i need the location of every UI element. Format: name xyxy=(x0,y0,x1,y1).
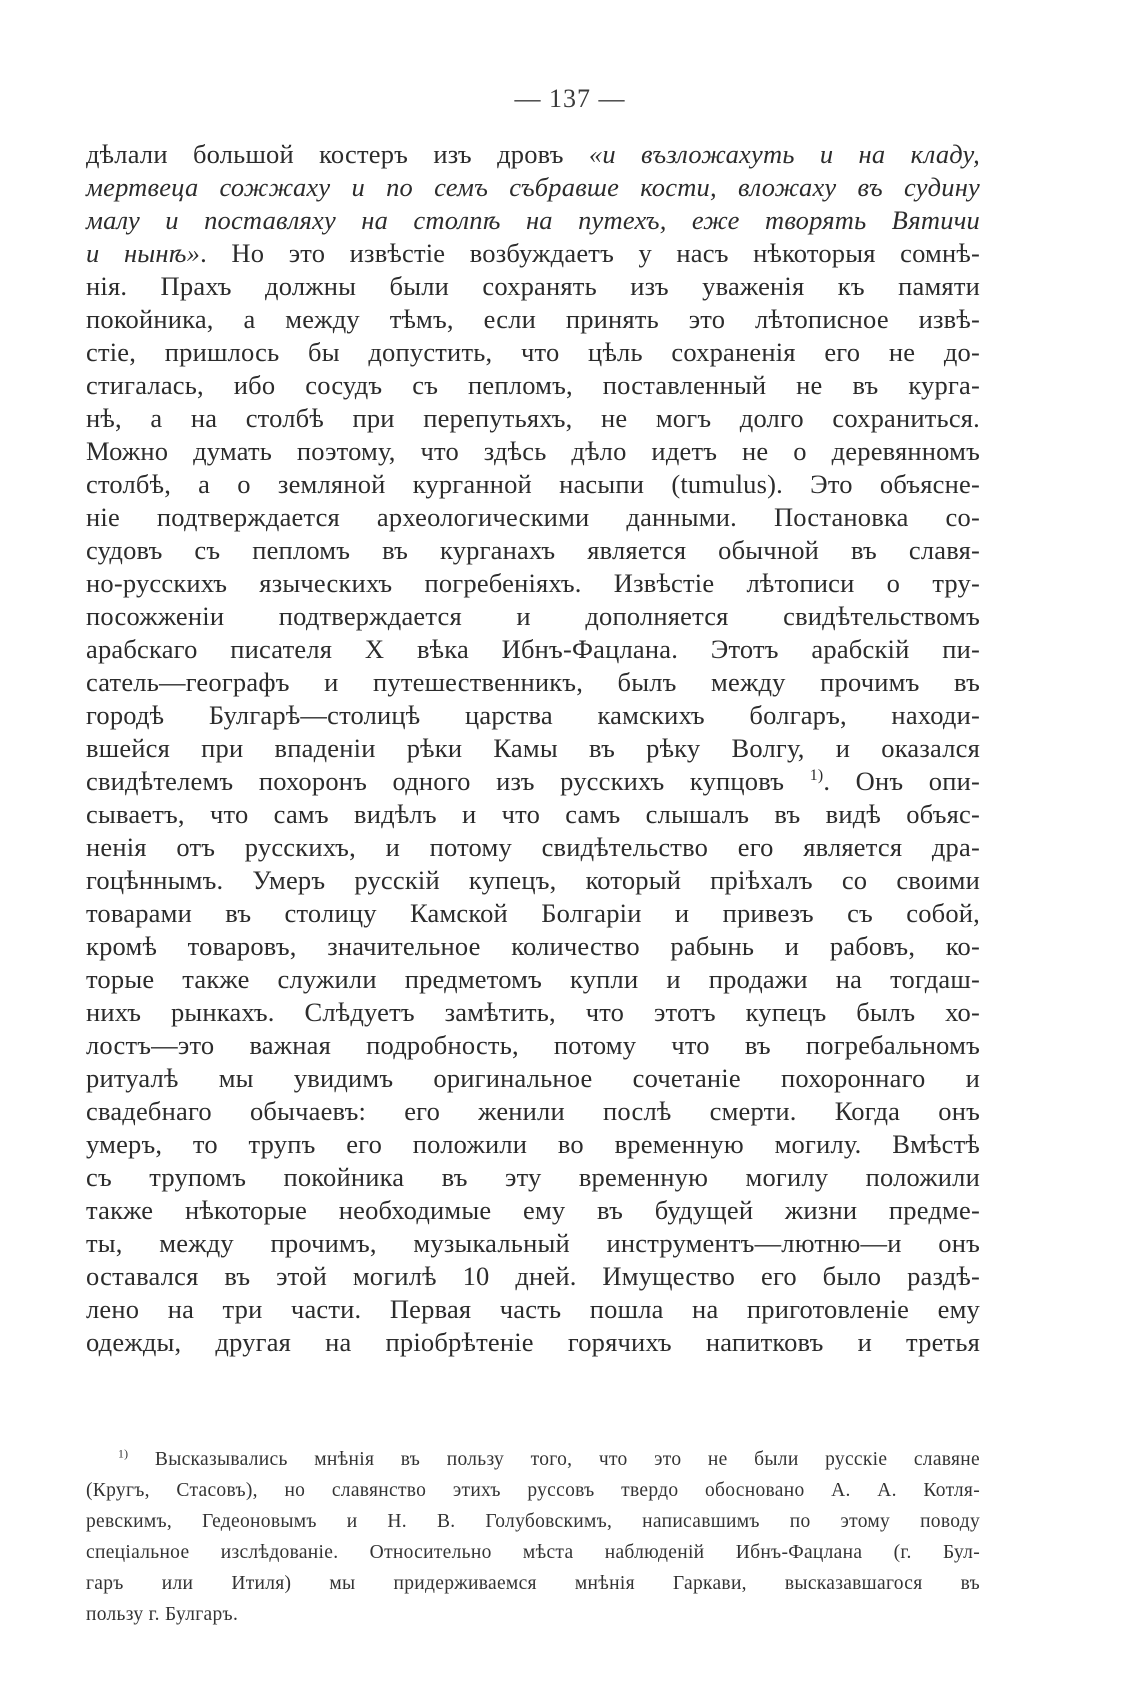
footnote xyxy=(86,1444,980,1630)
text-line: городѣ Булгарѣ—столицѣ царства камскихъ болгаръ, находи- xyxy=(86,700,980,730)
page-number: — 137 — xyxy=(514,84,626,113)
footnote-line: спеціальное изслѣдованіе. Относительно мѣста наблюденій Ибнъ-Фацлана (г. Бул- xyxy=(86,1542,980,1563)
main-text xyxy=(86,138,980,1359)
text-line: сатель—географъ и путешественникъ, былъ между прочимъ въ xyxy=(86,667,980,697)
text-line: нія. Прахъ должны были сохранять изъ уваженія къ памяти xyxy=(86,271,980,301)
footnote-ref: 1) xyxy=(809,767,824,785)
text-line: одежды, другая на пріобрѣтеніе горячихъ напитковъ и третья xyxy=(86,1327,980,1357)
text-line: ритуалѣ мы увидимъ оригинальное сочетаніе похороннаго и xyxy=(86,1063,980,1093)
text-line: ніе подтверждается археологическими данными. Постановка со- xyxy=(86,502,980,532)
text-line: сываетъ, что самъ видѣлъ и что самъ слышалъ въ видѣ объяс- xyxy=(86,799,980,829)
text-line: посожженіи подтверждается и дополняется свидѣтельствомъ xyxy=(86,601,980,631)
footnote-line: (Кругъ, Стасовъ), но славянство этихъ руссовъ твердо обосновано А. А. Котля- xyxy=(86,1480,980,1501)
text-line: дѣлали большой костеръ изъ дровъ «и възложахуть и на кладу, xyxy=(86,139,980,169)
text-line: стіе, пришлось бы допустить, что цѣль сохраненія его не до- xyxy=(86,337,980,367)
text-line: но-русскихъ языческихъ погребеніяхъ. Извѣстіе лѣтописи о тру- xyxy=(86,568,980,598)
footnote-line: гаръ или Итиля) мы придерживаемся мнѣнія Гаркави, высказавшагося въ xyxy=(86,1573,980,1594)
text-line: стигалась, ибо сосудъ съ пепломъ, поставленный не въ курга- xyxy=(86,370,980,400)
text-line: и нынѣ». Но это извѣстіе возбуждаетъ у насъ нѣкоторыя сомнѣ- xyxy=(86,238,980,268)
text-line: Можно думать поэтому, что здѣсь дѣло идетъ не о деревянномъ xyxy=(86,436,980,466)
text-line: товарами въ столицу Камской Болгаріи и привезъ съ собой, xyxy=(86,898,980,928)
text-line: малу и поставляху на столпѣ на путехъ, еже творять Вятичи xyxy=(86,205,980,235)
text-line: гоцѣннымъ. Умеръ русскій купецъ, который пріѣхалъ со своими xyxy=(86,865,980,895)
text-line: также нѣкоторые необходимые ему въ будущей жизни предме- xyxy=(86,1195,980,1225)
text-line: судовъ съ пепломъ въ курганахъ является обычной въ славя- xyxy=(86,535,980,565)
text-line: лено на три части. Первая часть пошла на приготовленіе ему xyxy=(86,1294,980,1324)
text-line: покойника, а между тѣмъ, если принять это лѣтописное извѣ- xyxy=(86,304,980,334)
text-line: кромѣ товаровъ, значительное количество рабынь и рабовъ, ко- xyxy=(86,931,980,961)
footnote-marker: 1) xyxy=(118,1447,129,1461)
text-line: умеръ, то трупъ его положили во временную могилу. Вмѣстѣ xyxy=(86,1129,980,1159)
text-line: оставался въ этой могилѣ 10 дней. Имущество его было раздѣ- xyxy=(86,1261,980,1291)
text-line: лостъ—это важная подробность, потому что въ погребальномъ xyxy=(86,1030,980,1060)
text-line: нихъ рынкахъ. Слѣдуетъ замѣтить, что этотъ купецъ былъ хо- xyxy=(86,997,980,1027)
text-line: ненія отъ русскихъ, и потому свидѣтельство его является дра- xyxy=(86,832,980,862)
text-line: арабскаго писателя X вѣка Ибнъ-Фацлана. Этотъ арабскій пи- xyxy=(86,634,980,664)
footnote-line: ревскимъ, Гедеоновымъ и Н. В. Голубовскимъ, написавшимъ по этому поводу xyxy=(86,1511,980,1532)
footnote-line: пользу г. Булгаръ. xyxy=(86,1604,239,1625)
text-line: свадебнаго обычаевъ: его женили послѣ смерти. Когда онъ xyxy=(86,1096,980,1126)
text-line: съ трупомъ покойника въ эту временную могилу положили xyxy=(86,1162,980,1192)
text-line: торые также служили предметомъ купли и продажи на тогдаш- xyxy=(86,964,980,994)
footnote-line: $^{1)}$ Высказывались мнѣнія въ пользу того, что это не были русскіе славяне xyxy=(118,1447,980,1470)
text-line: свидѣтелемъ похоронъ одного изъ русскихъ купцовъ $^{1)}$. Онъ опи- xyxy=(86,766,980,796)
text-line: вшейся при впаденіи рѣки Камы въ рѣку Волгу, и оказался xyxy=(86,733,980,763)
text-line: нѣ, а на столбѣ при перепутьяхъ, не могъ долго сохраниться. xyxy=(86,403,980,433)
text-line: ты, между прочимъ, музыкальный инструментъ—лютню—и онъ xyxy=(86,1228,980,1258)
text-line: мертвеца сожжаху и по семъ събравше кости, вложаху въ судину xyxy=(86,172,980,202)
text-line: столбѣ, а о земляной курганной насыпи (tumulus). Это объясне- xyxy=(86,469,980,499)
